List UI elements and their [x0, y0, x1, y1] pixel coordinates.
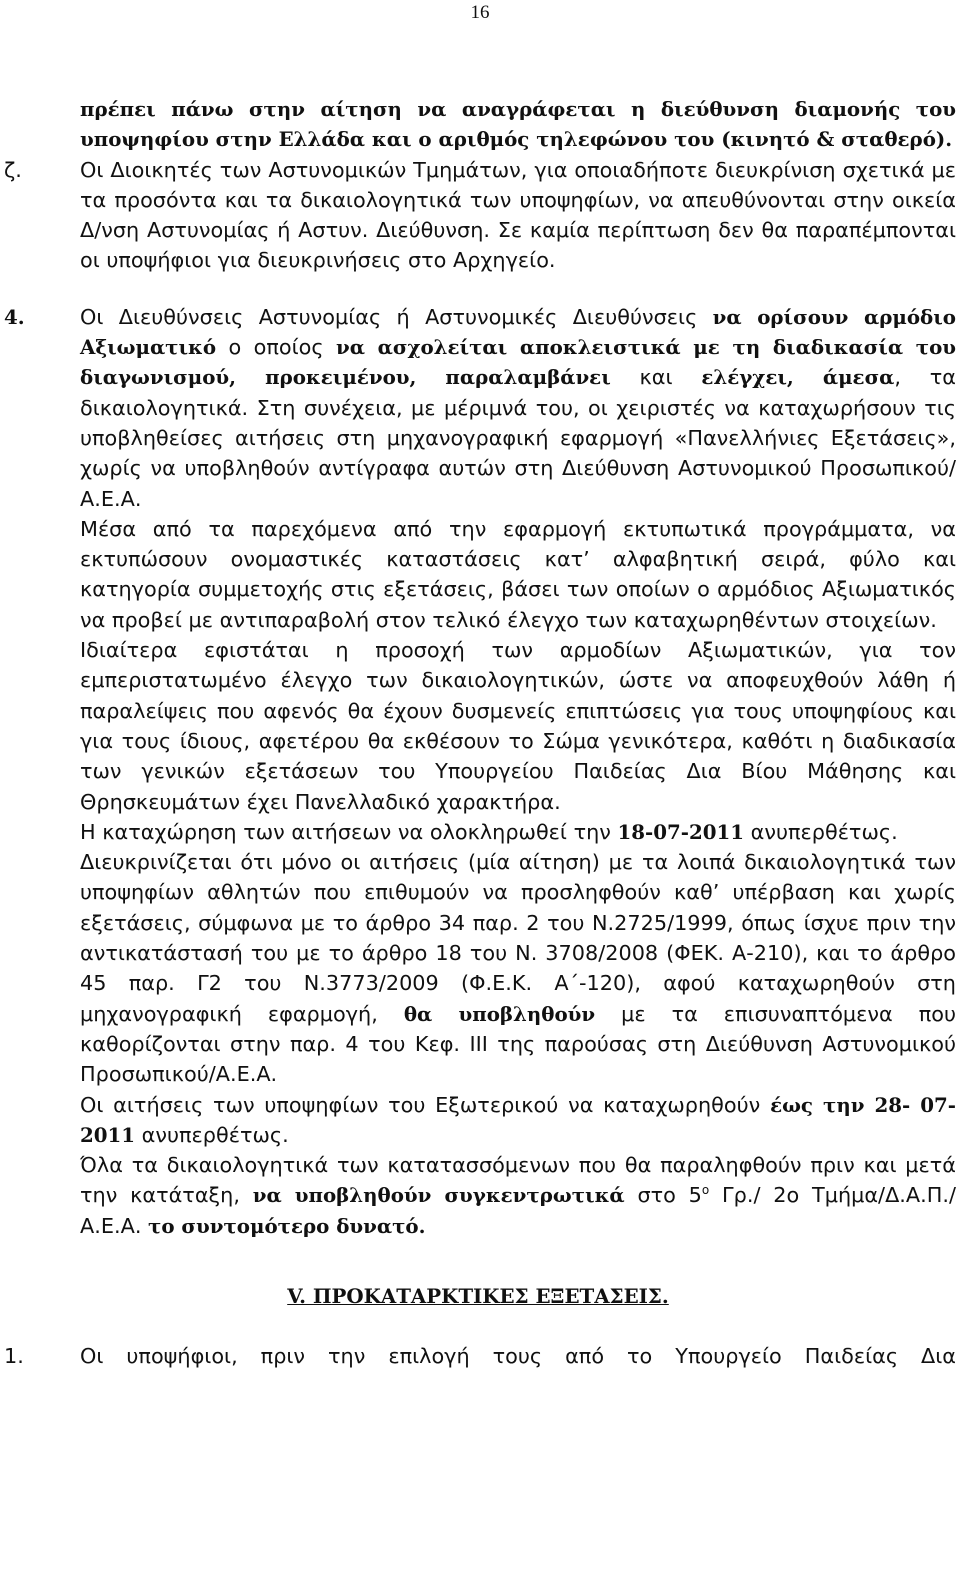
bold-run: το συντομότερο δυνατό.	[148, 1213, 426, 1238]
text-run: Όλα τα δικαιολογητικά των κατατασσόμενων που θα παραληφθούν πριν και μετά την κατάταξη,	[80, 1153, 956, 1208]
bold-run: έως την 28- 07-2011	[80, 1092, 956, 1147]
bold-run: ελέγχει, άμεσα	[701, 365, 895, 390]
list-marker-1: 1.	[4, 1344, 24, 1369]
bold-run: να ορίσουν αρμόδιο Αξιωματικό	[80, 304, 956, 360]
list-item-4	[4, 302, 957, 514]
list-marker-z: ζ.	[4, 157, 22, 182]
text-run: Οι αιτήσεις των υποψηφίων του Εξωτερικού να καταχωρηθούν	[80, 1092, 771, 1117]
list-marker-4: 4.	[4, 304, 25, 329]
text-run: Η καταχώρηση των αιτήσεων να ολοκληρωθεί την	[80, 819, 618, 844]
text-run: Γρ./ 2ο Τμήμα/Δ.Α.Π./Α.Ε.Α.	[80, 1183, 956, 1238]
deadline-date: 18-07-2011	[617, 819, 745, 844]
text-run: και	[610, 365, 702, 390]
list-item-1-text: Οι υποψήφιοι, πριν την επιλογή τους από το Υπουργείο Παιδείας Δια	[80, 1344, 956, 1369]
list-item-1	[4, 1341, 956, 1371]
paragraph-address-note: πρέπει πάνω στην αίτηση να αναγράφεται η διεύθυνση διαμονής του υποψηφίου στην Ελλάδα και ο αριθμός τηλεφώνου του (κινητό & σταθερό).	[80, 97, 956, 152]
paragraph-printouts: Μέσα από τα παρεχόμενα από την εφαρμογή εκτυπωτικά προγράμματα, να εκτυπώσουν ονομαστικές καταστάσεις κατ’ αλφαβητική σειρά, φύλο και κατηγορία συμμετοχής στις εξετάσεις, βάσει των οποίων ο αρμόδιος Αξιωματικός να προβεί με αντιπαραβολή στον τελικό έλεγχο των καταχωρηθέντων στοιχείων.	[80, 516, 956, 632]
text-run: ανυπερθέτως.	[135, 1122, 289, 1147]
bold-run: θα υποβληθούν	[403, 1001, 596, 1026]
text-run: με τα επισυναπτόμενα που καθορίζονται στην παρ. 4 του Κεφ. ΙΙΙ της παρούσας στη Διεύθυνση Αστυνομικού Προσωπικού/Α.Ε.Α.	[80, 1001, 956, 1087]
section-heading: V. ΠΡΟΚΑΤΑΡΚΤΙΚΕΣ ΕΞΕΤΑΣΕΙΣ.	[287, 1283, 669, 1308]
paragraph-all-docs	[80, 1150, 956, 1241]
paragraph-deadline	[80, 817, 956, 847]
document-body	[4, 94, 957, 1372]
list-item-z	[4, 155, 956, 276]
text-run: ανυπερθέτως.	[744, 819, 898, 844]
text-run: Οι Διευθύνσεις Αστυνομίας ή Αστυνομικές Διευθύνσεις	[80, 304, 713, 329]
paragraph-athletes	[80, 847, 956, 1089]
paragraph-abroad	[80, 1090, 956, 1151]
text-run: ο οποίος	[216, 335, 336, 360]
bold-run: να ασχολείται αποκλειστικά με τη διαδικασία του διαγωνισμού, προκειμένου, παραλαμβάνει	[80, 335, 956, 390]
text-run: στο 5	[624, 1183, 702, 1208]
text-run: , τα δικαιολογητικά. Στη συνέχεια, με μέριμνά του, οι χειριστές να καταχωρήσουν τις υποβληθείσες αιτήσεις στη μηχανογραφική εφαρμογή «Πανελλήνιες Εξετάσεις», χωρίς να υποβληθούν αντίγραφα αυτών στη Διεύθυνση Αστυνομικού Προσωπικού/Α.Ε.Α.	[80, 365, 957, 511]
bold-run: να υποβληθούν συγκεντρωτικά	[252, 1183, 625, 1208]
text-run: Διευκρινίζεται ότι μόνο οι αιτήσεις (μία αίτηση) με τα λοιπά δικαιολογητικά των υποψηφίων αθλητών που επιθυμούν να προσληφθούν καθ’ υπέρβαση και χωρίς εξετάσεις, σύμφωνα με το άρθρο 34 παρ. 2 του Ν.2725/1999, όπως ίσχυε πριν την αντικατάστασή του με το άρθρο 18 του Ν. 3708/2008 (ΦΕΚ. Α-210), και το άρθρο 45 παρ. Γ2 του Ν.3773/2009 (Φ.Ε.Κ. Α΄-120), αφού καταχωρηθούν στη μηχανογραφική εφαρμογή,	[80, 850, 956, 1026]
superscript: ο	[701, 1183, 710, 1198]
list-item-z-text: Οι Διοικητές των Αστυνομικών Τμημάτων, για οποιαδήποτε διευκρίνιση σχετικά με τα προσόντα και τα δικαιολογητικά των υποψηφίων, να απευθύνονται στην οικεία Δ/νση Αστυνομίας ή Αστυν. Διεύθυνση. Σε καμία περίπτωση δεν θα παραπέμπονται οι υποψήφιοι για διευκρινήσεις στο Αρχηγείο.	[80, 157, 956, 273]
page-number: 16	[470, 2, 490, 23]
paragraph-attention: Ιδιαίτερα εφιστάται η προσοχή των αρμοδίων Αξιωματικών, για τον εμπεριστατωμένο έλεγχο των δικαιολογητικών, ώστε να αποφευχθούν λάθη ή παραλείψεις που αφενός θα έχουν δυσμενείς επιπτώσεις για τους υποψηφίους και για τους ίδιους, αφετέρου θα εκθέσουν το Σώμα γενικότερα, καθότι η διαδικασία των γενικών εξετάσεων του Υπουργείου Παιδείας Δια Βίου Μάθησης και Θρησκευμάτων έχει Πανελλαδικό χαρακτήρα.	[80, 638, 956, 814]
